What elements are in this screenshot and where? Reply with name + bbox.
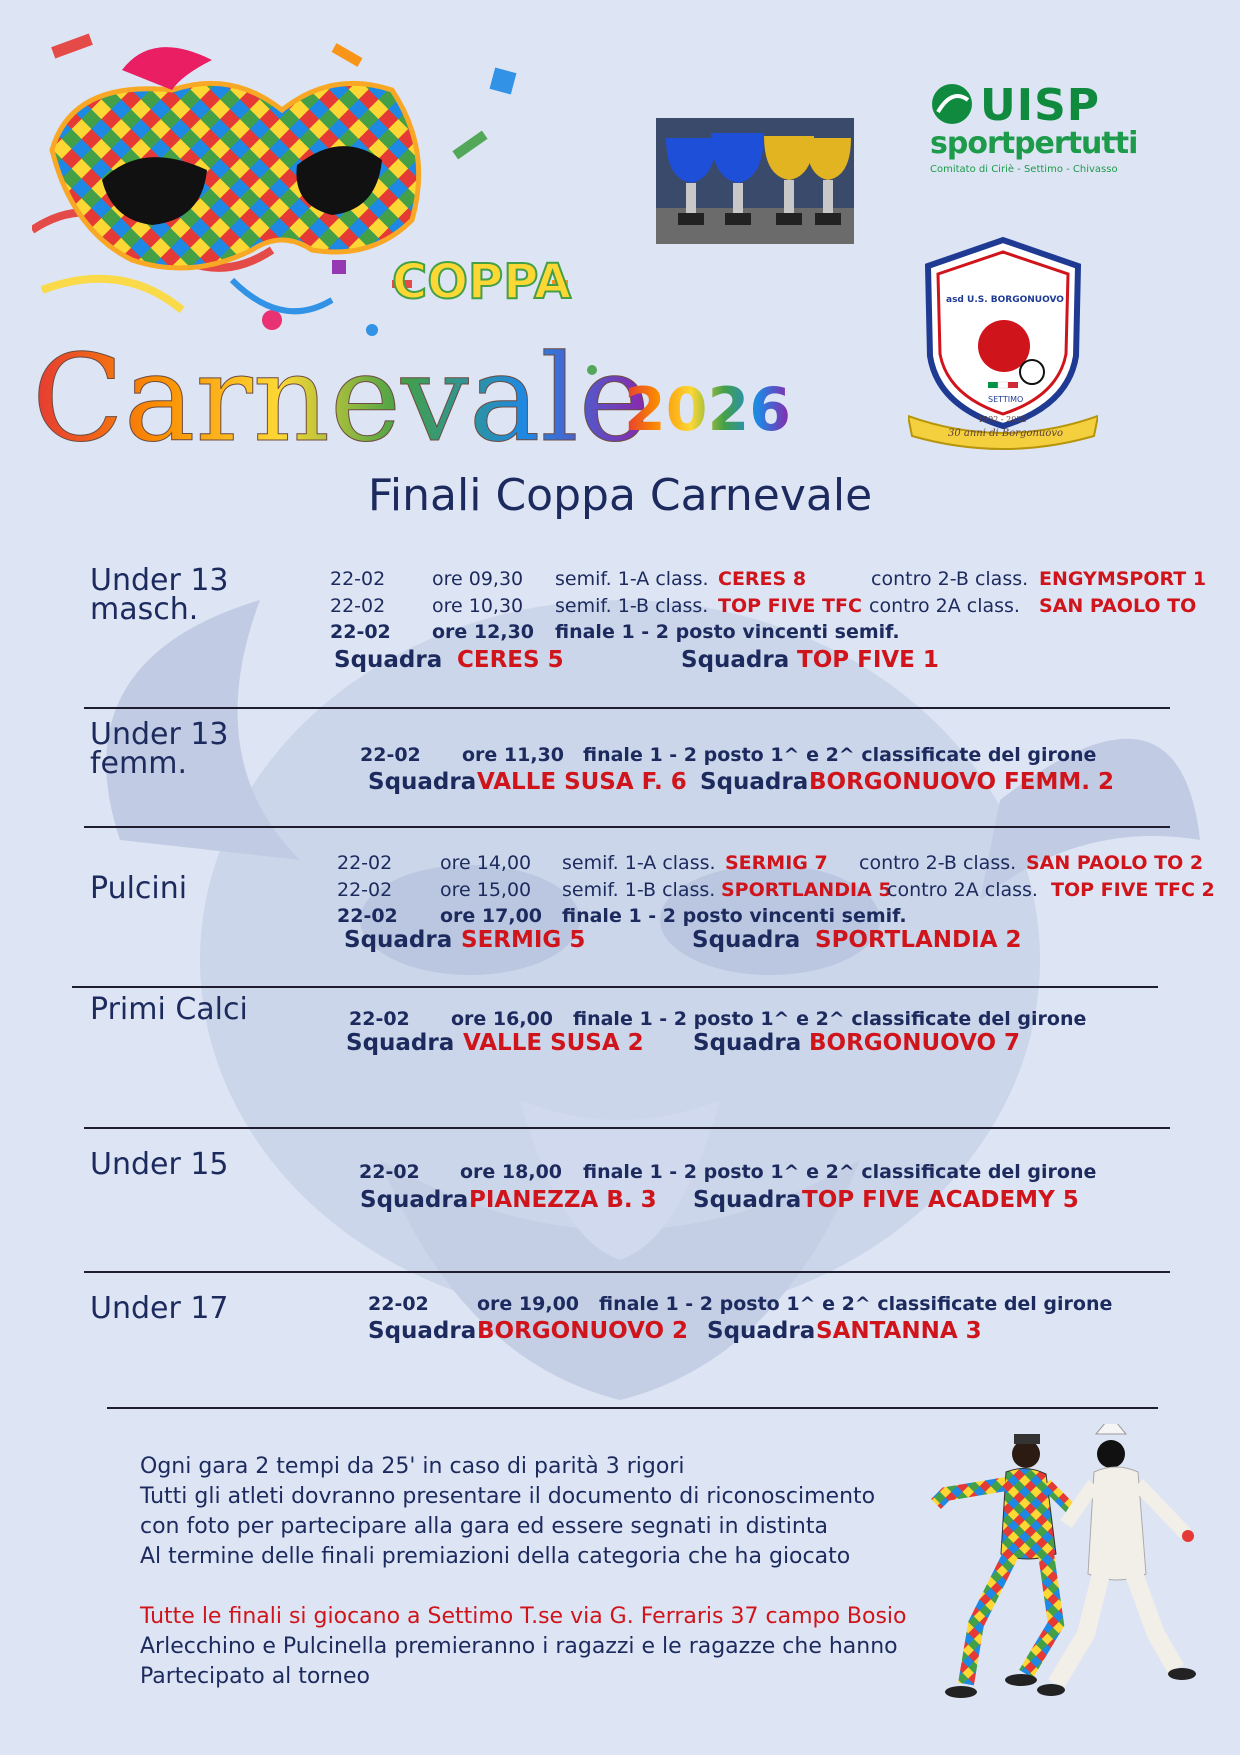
match-time: ore 10,30 bbox=[432, 595, 524, 617]
arlecchino-pulcinella-illustration bbox=[906, 1424, 1206, 1714]
match-desc: semif. 1-A class. bbox=[562, 852, 716, 874]
category-under15 bbox=[90, 1147, 229, 1182]
match-time: ore 15,00 bbox=[440, 879, 532, 901]
final-time: ore 12,30 bbox=[432, 621, 535, 643]
final-team-b: TOP FIVE ACADEMY 5 bbox=[802, 1187, 1079, 1213]
section-divider bbox=[84, 826, 1170, 828]
note-line: Ogni gara 2 tempi da 25' in caso di parità 3 rigori bbox=[140, 1454, 685, 1479]
match-vs: contro 2-B class. bbox=[871, 568, 1029, 590]
squadra-label: Squadra bbox=[346, 1030, 455, 1056]
final-date: 22-02 bbox=[368, 1293, 429, 1315]
match-time: ore 14,00 bbox=[440, 852, 532, 874]
final-team-a: VALLE SUSA 2 bbox=[463, 1030, 644, 1056]
final-team-a: PIANEZZA B. 3 bbox=[469, 1187, 657, 1213]
final-team-a: BORGONUOVO 2 bbox=[477, 1318, 689, 1344]
section-divider bbox=[84, 707, 1170, 709]
final-team-b: SPORTLANDIA 2 bbox=[815, 927, 1022, 953]
note-spacer bbox=[140, 1572, 907, 1602]
final-team-a: SERMIG 5 bbox=[461, 927, 586, 953]
final-desc: finale 1 - 2 posto 1^ e 2^ classificate del girone bbox=[583, 1161, 1097, 1183]
year-text: 2026 bbox=[624, 375, 791, 445]
match-date: 22-02 bbox=[337, 852, 393, 874]
squadra-label: Squadra bbox=[681, 647, 790, 673]
match-date: 22-02 bbox=[330, 595, 386, 617]
final-desc: finale 1 - 2 posto 1^ e 2^ classificate del girone bbox=[573, 1008, 1087, 1030]
category-label-line2: femm. bbox=[90, 746, 188, 781]
match-time: ore 09,30 bbox=[432, 568, 524, 590]
squadra-label: Squadra bbox=[693, 1187, 802, 1213]
final-team-b: SANTANNA 3 bbox=[816, 1318, 982, 1344]
final-time: ore 19,00 bbox=[477, 1293, 580, 1315]
match-vs: contro 2A class. bbox=[869, 595, 1020, 617]
note-line: Tutti gli atleti dovranno presentare il documento di riconoscimento bbox=[140, 1484, 876, 1509]
final-desc: finale 1 - 2 posto vincenti semif. bbox=[562, 905, 907, 927]
section-divider bbox=[72, 986, 1158, 988]
match-team-b: SAN PAOLO TO 2 bbox=[1026, 852, 1204, 874]
category-label-line1: Under 13 bbox=[90, 717, 229, 752]
squadra-label: Squadra bbox=[344, 927, 453, 953]
uisp-runner-icon bbox=[928, 82, 976, 126]
section-divider bbox=[84, 1271, 1170, 1273]
category-label-line1: Under 15 bbox=[90, 1147, 229, 1182]
match-desc: semif. 1-B class. bbox=[562, 879, 716, 901]
note-line: con foto per partecipare alla gara ed essere segnati in distinta bbox=[140, 1514, 828, 1539]
note-line: Partecipato al torneo bbox=[140, 1664, 370, 1689]
squadra-label: Squadra bbox=[360, 1187, 469, 1213]
category-primi-calci bbox=[90, 992, 248, 1027]
squadra-label: Squadra bbox=[368, 1318, 477, 1344]
uisp-logo bbox=[928, 80, 1138, 180]
final-time: ore 16,00 bbox=[451, 1008, 554, 1030]
match-vs: contro 2-B class. bbox=[859, 852, 1017, 874]
carnevale-text: Carnevale bbox=[32, 330, 650, 458]
svg-text:30 anni di Borgonuovo: 30 anni di Borgonuovo bbox=[948, 428, 1064, 439]
category-label-line2: masch. bbox=[90, 592, 199, 627]
squadra-label: Squadra bbox=[707, 1318, 816, 1344]
match-team-b: ENGYMSPORT 1 bbox=[1039, 568, 1207, 590]
svg-text:asd U.S. BORGONUOVO: asd U.S. BORGONUOVO bbox=[946, 295, 1064, 305]
category-label-line1: Primi Calci bbox=[90, 992, 248, 1027]
match-team-a: SERMIG 7 bbox=[725, 852, 828, 874]
note-line: Al termine delle finali premiazioni della categoria che ha giocato bbox=[140, 1544, 851, 1569]
rules-notes bbox=[140, 1452, 907, 1692]
final-desc: finale 1 - 2 posto 1^ e 2^ classificate del girone bbox=[583, 744, 1097, 766]
category-pulcini bbox=[90, 871, 188, 906]
pulcinella-figure bbox=[1037, 1424, 1196, 1696]
category-label-line1: Pulcini bbox=[90, 871, 188, 906]
match-desc: semif. 1-A class. bbox=[555, 568, 709, 590]
match-vs: contro 2A class. bbox=[887, 879, 1038, 901]
category-under17 bbox=[90, 1291, 229, 1326]
match-team-b: SAN PAOLO TO bbox=[1039, 595, 1197, 617]
final-team-b: TOP FIVE 1 bbox=[797, 647, 939, 673]
final-date: 22-02 bbox=[337, 905, 398, 927]
carnival-header-artwork bbox=[32, 30, 792, 458]
match-desc: semif. 1-B class. bbox=[555, 595, 709, 617]
section-divider bbox=[84, 1127, 1170, 1129]
final-date: 22-02 bbox=[359, 1161, 420, 1183]
final-date: 22-02 bbox=[330, 621, 391, 643]
final-desc: finale 1 - 2 posto vincenti semif. bbox=[555, 621, 900, 643]
trophies-photo bbox=[656, 118, 854, 244]
squadra-label: Squadra bbox=[700, 769, 809, 795]
svg-text:1992 - 2022: 1992 - 2022 bbox=[978, 415, 1027, 424]
final-desc: finale 1 - 2 posto 1^ e 2^ classificate del girone bbox=[599, 1293, 1113, 1315]
final-time: ore 18,00 bbox=[460, 1161, 563, 1183]
section-divider bbox=[107, 1407, 1158, 1409]
squadra-label: Squadra bbox=[693, 1030, 802, 1056]
squadra-label: Squadra bbox=[692, 927, 801, 953]
match-team-b: TOP FIVE TFC 2 bbox=[1051, 879, 1215, 901]
final-team-b: BORGONUOVO FEMM. 2 bbox=[809, 769, 1114, 795]
final-date: 22-02 bbox=[349, 1008, 410, 1030]
final-date: 22-02 bbox=[360, 744, 421, 766]
page-title: Finali Coppa Carnevale bbox=[367, 470, 873, 521]
category-label-line1: Under 17 bbox=[90, 1291, 229, 1326]
final-time: ore 11,30 bbox=[462, 744, 565, 766]
note-venue-line: Tutte le finali si giocano a Settimo T.se via G. Ferraris 37 campo Bosio bbox=[140, 1604, 907, 1629]
category-under13-femm bbox=[90, 717, 229, 781]
harlequin-mask bbox=[52, 47, 419, 268]
match-date: 22-02 bbox=[330, 568, 386, 590]
note-line: Arlecchino e Pulcinella premieranno i ragazzi e le ragazze che hanno bbox=[140, 1634, 898, 1659]
coppa-text: COPPA bbox=[392, 254, 572, 310]
uisp-committee: Comitato di Ciriè - Settimo - Chivasso bbox=[930, 164, 1118, 175]
match-team-a: SPORTLANDIA 5 bbox=[721, 879, 892, 901]
squadra-label: Squadra bbox=[334, 647, 443, 673]
uisp-slogan: sportpertutti bbox=[930, 126, 1138, 161]
final-team-a: VALLE SUSA F. 6 bbox=[477, 769, 687, 795]
category-under13-masch bbox=[90, 563, 229, 627]
match-team-a: CERES 8 bbox=[718, 568, 807, 590]
final-team-b: BORGONUOVO 7 bbox=[809, 1030, 1021, 1056]
squadra-label: Squadra bbox=[368, 769, 477, 795]
arlecchino-figure bbox=[936, 1434, 1076, 1698]
final-time: ore 17,00 bbox=[440, 905, 543, 927]
match-date: 22-02 bbox=[337, 879, 393, 901]
svg-text:SETTIMO: SETTIMO bbox=[988, 395, 1024, 404]
borgonuovo-crest bbox=[908, 236, 1098, 450]
match-team-a: TOP FIVE TFC bbox=[718, 595, 862, 617]
uisp-name: UISP bbox=[980, 80, 1101, 131]
category-label-line1: Under 13 bbox=[90, 563, 229, 598]
final-team-a: CERES 5 bbox=[457, 647, 564, 673]
